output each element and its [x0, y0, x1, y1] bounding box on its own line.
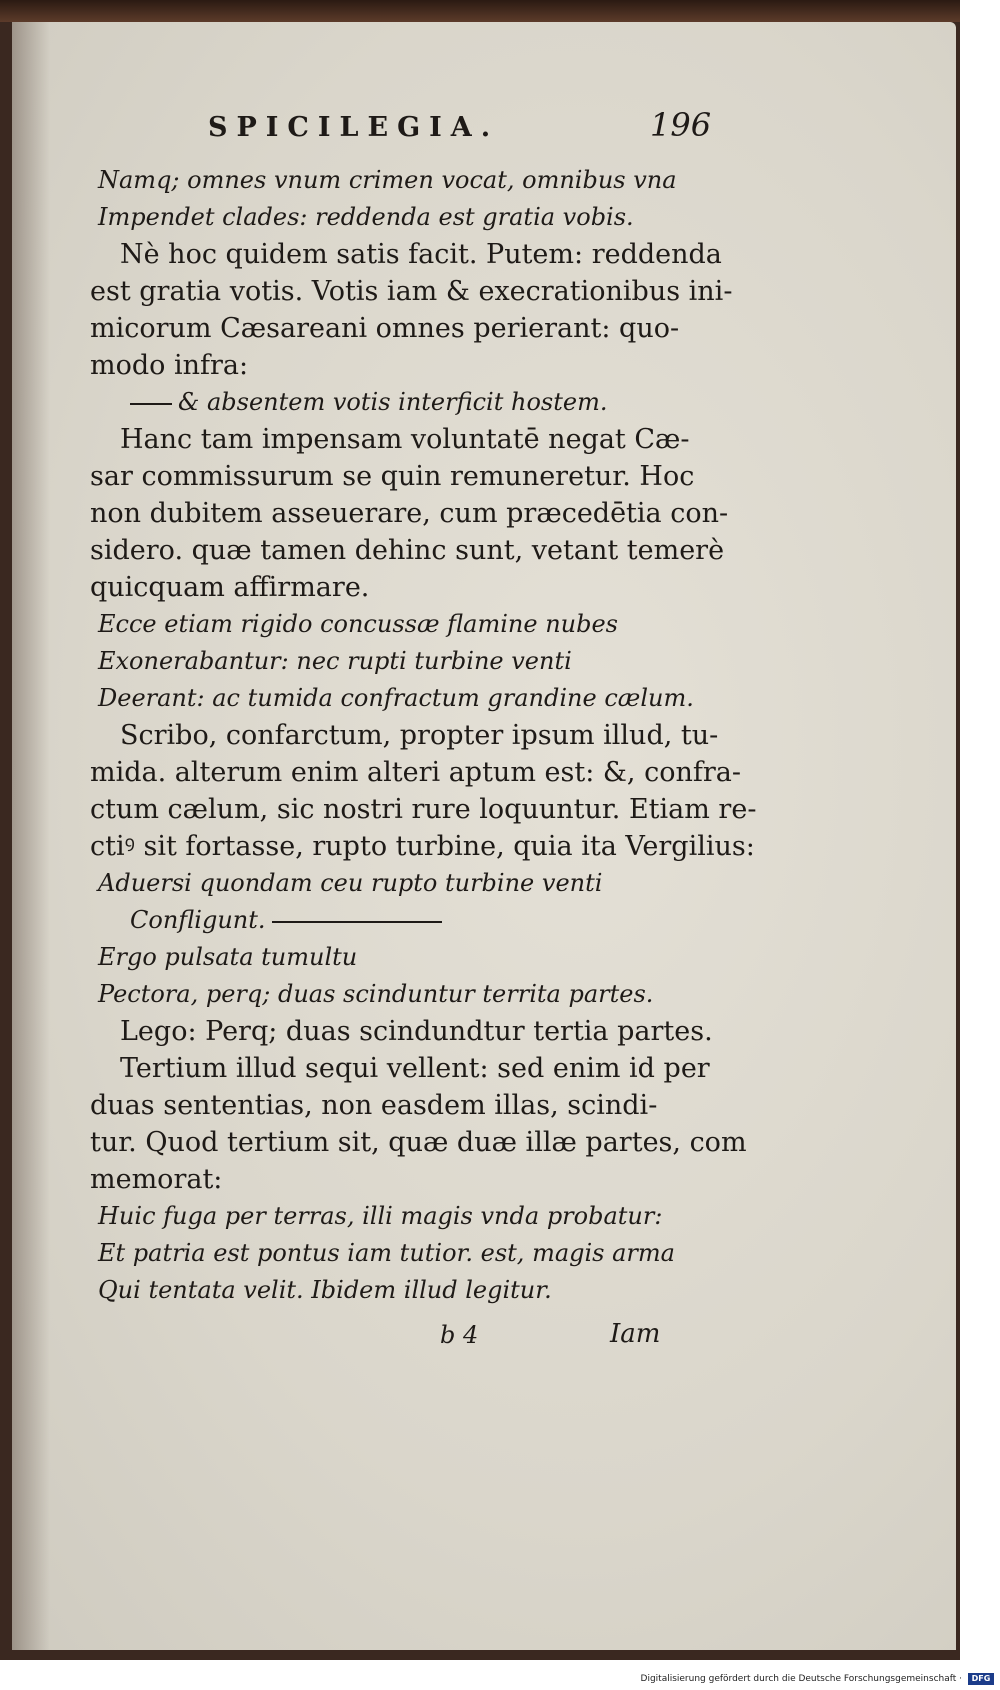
text-line [90, 902, 710, 939]
line-text: quicquam affirmare. [90, 572, 370, 603]
line-text: Aduersi quondam ceu rupto turbine venti [98, 869, 603, 897]
text-line [90, 680, 710, 717]
text-line [90, 1161, 710, 1198]
text-line [90, 384, 710, 421]
digitization-credit: Digitalisierung gefördert durch die Deutsche Forschungsgemeinschaft · [640, 1674, 962, 1684]
line-text: Qui tentata velit. Ibidem illud legitur. [98, 1276, 552, 1304]
line-text: modo infra: [90, 350, 249, 381]
line-text: Confligunt. [130, 906, 266, 934]
text-line [90, 310, 710, 347]
line-text: Nè hoc quidem satis facit. Putem: reddenda [120, 239, 722, 270]
line-text: & absentem votis interficit hostem. [178, 388, 608, 416]
text-line [90, 1272, 710, 1309]
line-text: sidero. quæ tamen dehinc sunt, vetant temerè [90, 535, 725, 566]
text-line [90, 199, 710, 236]
text-line [90, 1198, 710, 1235]
text-line [90, 273, 733, 310]
line-text: micorum Cæsareani omnes perierant: quo- [90, 313, 680, 344]
text-line [90, 236, 722, 273]
gutter-shadow [12, 22, 50, 1650]
page-footer-row [90, 1317, 710, 1363]
text-line [90, 606, 710, 643]
text-line [90, 1124, 747, 1161]
line-text: Huic fuga per terras, illi magis vnda probatur: [98, 1202, 663, 1230]
text-line [90, 643, 710, 680]
line-text: sar commissurum se quin remuneretur. Hoc [90, 461, 695, 492]
catchword: Iam [610, 1319, 661, 1349]
text-line [90, 1013, 713, 1050]
text-line [90, 1087, 710, 1124]
line-text: Pectora, perq; duas scinduntur territa partes. [98, 980, 654, 1008]
text-line [90, 754, 741, 791]
dash-rule [130, 403, 172, 405]
text-line [90, 1050, 710, 1087]
line-text: ctiꝰ sit fortasse, rupto turbine, quia ita Vergilius: [90, 831, 755, 862]
line-text: Impendet clades: reddenda est gratia vobis. [98, 203, 634, 231]
page-text-block [90, 102, 757, 1363]
line-text: est gratia votis. Votis iam & execrationibus ini- [90, 276, 733, 307]
line-text: tur. Quod tertium sit, quæ duæ illæ partes, com [90, 1127, 747, 1158]
text-line [90, 717, 719, 754]
text-line [90, 458, 710, 495]
page-number: 196 [650, 106, 712, 144]
line-text: mida. alterum enim alteri aptum est: &, confra- [90, 757, 741, 788]
line-text: Et patria est pontus iam tutior. est, magis arma [98, 1239, 675, 1267]
running-head [90, 102, 710, 162]
line-text: Lego: Perq; duas scindundtur tertia partes. [120, 1016, 713, 1047]
line-text: Deerant: ac tumida confractum grandine cælum. [98, 684, 694, 712]
book-top-edge [0, 0, 960, 22]
line-text: Tertium illud sequi vellent: sed enim id per [120, 1053, 710, 1084]
dash-rule [272, 921, 442, 923]
text-line [90, 865, 710, 902]
text-line [90, 791, 757, 828]
text-line [90, 532, 725, 569]
line-text: memorat: [90, 1164, 223, 1195]
line-text: Exonerabantur: nec rupti turbine venti [98, 647, 572, 675]
text-lines [90, 162, 757, 1309]
text-line [90, 1235, 710, 1272]
text-line [90, 569, 710, 606]
signature-mark: b 4 [440, 1321, 479, 1349]
text-line [90, 347, 710, 384]
line-text: ctum cælum, sic nostri rure loquuntur. Etiam re- [90, 794, 757, 825]
book-page [12, 22, 956, 1650]
text-line [90, 421, 710, 458]
running-head-title: SPICILEGIA. [208, 112, 500, 143]
text-line [90, 495, 729, 532]
line-text: Namq; omnes vnum crimen vocat, omnibus vna [98, 166, 677, 194]
line-text: Ecce etiam rigido concussæ flamine nubes [98, 610, 618, 638]
line-text: Ergo pulsata tumultu [98, 943, 358, 971]
dfg-logo: DFG [968, 1673, 994, 1685]
line-text: duas sententias, non easdem illas, scindi- [90, 1090, 658, 1121]
text-line [90, 976, 710, 1013]
text-line [90, 162, 710, 199]
text-line [90, 828, 755, 865]
line-text: Scribo, confarctum, propter ipsum illud, tu- [120, 720, 719, 751]
text-line [90, 939, 710, 976]
line-text: non dubitem asseuerare, cum præcedētia con- [90, 498, 729, 529]
line-text: Hanc tam impensam voluntatē negat Cæ- [120, 424, 690, 455]
